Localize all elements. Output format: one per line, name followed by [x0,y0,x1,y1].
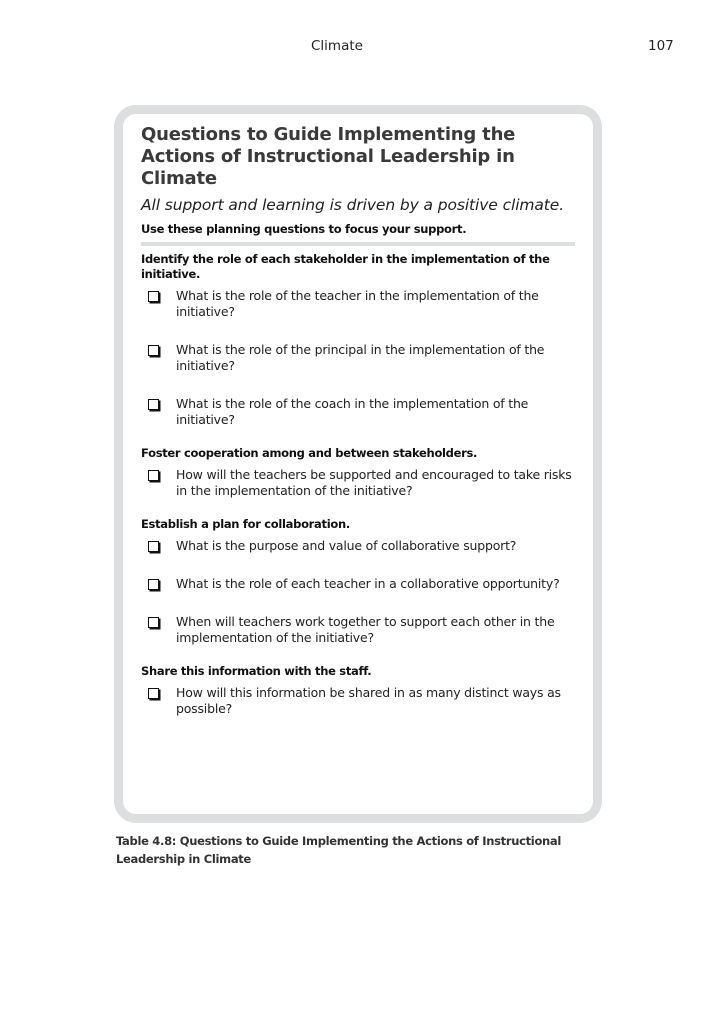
checklist-item-text: What is the role of each teacher in a collaborative opportunity? [176,576,560,591]
checklist-item-text: What is the role of the teacher in the implementation of the initiative? [176,288,539,319]
checklist-item [141,576,575,592]
checklist-item [141,538,575,554]
checklist-item [141,467,575,499]
checklist [141,288,575,428]
checklist-item [141,685,575,717]
checklist-item-text: How will this information be shared in as many distinct ways as possible? [176,685,561,716]
checklist-item [141,396,575,428]
section-heading: Identify the role of each stakeholder in the implementation of the initiative. [141,252,550,281]
section-stakeholder-roles [141,252,575,428]
section-foster-cooperation [141,446,575,499]
divider [141,242,575,246]
checkbox-icon[interactable] [148,291,159,302]
checklist [141,467,575,499]
checkbox-icon[interactable] [148,470,159,481]
section-share-information [141,664,575,717]
checkbox-icon[interactable] [148,345,159,356]
checkbox-icon[interactable] [148,579,159,590]
checkbox-icon[interactable] [148,688,159,699]
checkbox-icon[interactable] [148,399,159,410]
checklist [141,685,575,717]
checklist-item-text: When will teachers work together to support each other in the implementation of the initiative? [176,614,555,645]
checkbox-icon[interactable] [148,617,159,628]
running-head-title: Climate [311,38,363,54]
checklist-item-text: How will the teachers be supported and encouraged to take risks in the implementation of the initiative? [176,467,572,498]
table-caption: Table 4.8: Questions to Guide Implementing the Actions of Instructional Leadership in Climate [116,834,562,866]
box-title: Questions to Guide Implementing the Actions of Instructional Leadership in Climate [141,124,516,189]
section-collaboration-plan [141,517,575,646]
checklist-item-text: What is the purpose and value of collaborative support? [176,538,517,553]
checklist-item-text: What is the role of the principal in the implementation of the initiative? [176,342,545,373]
section-heading: Establish a plan for collaboration. [141,517,350,531]
questions-box-content [141,124,575,735]
section-heading: Foster cooperation among and between stakeholders. [141,446,478,460]
checklist-item [141,288,575,320]
checkbox-icon[interactable] [148,541,159,552]
checklist-item [141,342,575,374]
box-subtitle: All support and learning is driven by a positive climate. [141,196,565,214]
checklist [141,538,575,646]
page-number: 107 [648,38,674,54]
checklist-item [141,614,575,646]
questions-box [114,105,602,823]
section-heading: Share this information with the staff. [141,664,372,678]
box-instruction: Use these planning questions to focus your support. [141,222,467,236]
checklist-item-text: What is the role of the coach in the implementation of the initiative? [176,396,529,427]
